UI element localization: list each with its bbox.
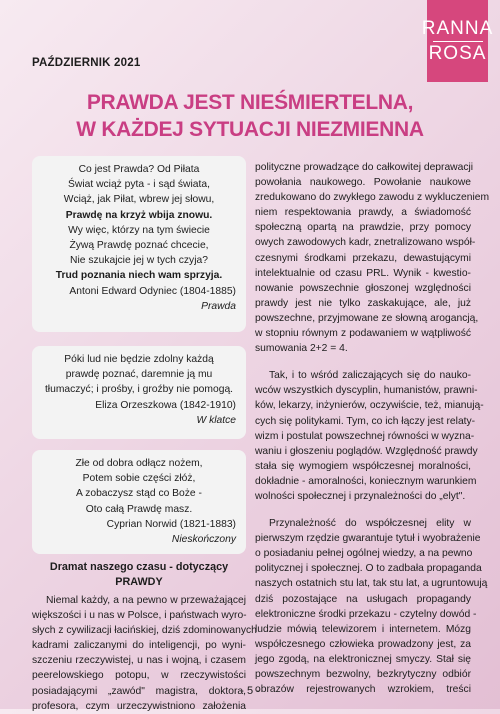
quote-line: tłumaczyć; i prośby, i groźby nie pomogą. [44, 384, 234, 396]
quote-line: Prawdę na krzyż wbija znowu. [65, 209, 213, 221]
quote-box-norwid [32, 450, 246, 554]
quote-author: Eliza Orzeszkowa (1842-1910) [95, 399, 236, 411]
text-line: Przynależność do współczesnej elity w [269, 518, 471, 530]
text-line: powołania naukowego. Powołanie naukowe [255, 177, 471, 189]
body-paragraph-3 [255, 516, 488, 697]
quote-line: Trud poznania niech wam sprzyja. [55, 270, 223, 282]
quote-line: Co jest Prawda? Od Piłata [78, 164, 200, 175]
text-line: Tak, i to wśród zaliczających się do nauko- [269, 370, 471, 382]
text-line: peerelowskiego potopu, w rzeczywistości [32, 670, 246, 682]
text-line: kadrami zaliczanymi do inteligencji, po wyni- [32, 640, 246, 652]
quote-line: A zobaczysz stąd co Boże - [76, 488, 202, 500]
text-line: wizm i postulat powszechnej równości w wyzna- [255, 430, 475, 442]
quote-line: Oto całą Prawdę masz. [85, 503, 193, 515]
quote-box-orzeszkowa [32, 346, 246, 439]
text-line: wców wszystkich dyscyplin, humanistów, prawni- [255, 385, 478, 397]
text-line: elektroniczne środki przekazu - czytelny dowód - [255, 608, 477, 620]
text-line: obrazów rejestrowanych wzrokiem, treści [255, 684, 471, 696]
text-line: ków, lekarzy, inżynierów, oczywiście, też, mianują- [255, 400, 484, 412]
text-line: dokładnie - amoralności, koniecznym warunkiem [255, 475, 477, 487]
text-line: Niemal każdy, a na pewno w przeważającej [46, 595, 246, 606]
body-paragraph-2 [255, 368, 484, 504]
quote-line: Złe od dobra odłącz nożem, [75, 458, 203, 469]
text-line: posiadającymi „zawód" magistra, doktora, [32, 685, 246, 697]
quote-line: Nie szukajcie jej w tych czyja? [70, 255, 208, 267]
quote-line: Potem sobie części złóż, [82, 473, 196, 485]
text-line: większości i u nas w Polsce, i państwach wyro- [32, 610, 247, 622]
quote-work-title: W klatce [196, 414, 236, 426]
section-subheading [32, 560, 246, 590]
text-line: słych z cywilizacji łacińskiej, dziś zdominowanych [32, 625, 257, 637]
text-line: sumowania 2+2 = 4. [255, 343, 348, 355]
title-line-2: W KAŻDEJ SYTUACJI NIEZMIENNA [76, 118, 424, 141]
logo-line-2: ROSA [428, 42, 487, 64]
text-line: nowanie powszechnie głoszonej względności [255, 282, 471, 294]
text-line: naszych ostatnich stu lat, tak stu lat, a ugruntowują [255, 578, 488, 590]
quote-line: prawdę poznać, daremnie ją mu [65, 369, 213, 381]
text-line: polityczne prowadzące do całkowitej deprawacji [255, 162, 474, 173]
title-line-1: PRAWDA JEST NIEŚMIERTELNA, [86, 91, 414, 114]
quote-line: Wciąż, jak Piłat, wbrew jej słowu, [63, 194, 215, 206]
left-column [32, 156, 257, 714]
quote-author: Cyprian Norwid (1821-1883) [106, 518, 236, 530]
text-line: waniu i głoszeniu poglądów. Względność prawdy [255, 445, 478, 457]
text-line: cych się politykami. Tym, co ich łączy jest relaty- [255, 415, 476, 427]
text-line: powszechne, przyjmowane ze słowną arogancją, [255, 312, 479, 324]
quote-box-odyniec [32, 156, 246, 332]
quote-work-title: Nieskończony [171, 534, 236, 546]
text-line: zredukowano do zwykłego zawodu z wykluczeniem [255, 192, 490, 204]
magazine-logo [421, 0, 494, 82]
subheading-line-2: PRAWDY [115, 576, 163, 588]
text-line: szczeniu rzeczywistej, u nas i wojną, i czasem [32, 655, 246, 667]
text-line: prawdy jest nie tylko zaskakujące, ale, już [255, 297, 471, 309]
text-line: w stopniu równym z podawaniem w wątpliwość [255, 328, 471, 340]
logo-line-1: RANNA [421, 17, 494, 39]
text-line: owych zawodowych kadr, znetralizowano współ- [255, 237, 476, 249]
text-line: społeczną opartą na prawdzie, przy pomocy [255, 222, 471, 234]
text-line: ludzie mówią telewizorem i internetem. Mózg [255, 623, 471, 635]
page-number: - 5 - [240, 685, 260, 697]
text-line: stała się wymogiem współczesnej moralności, [255, 460, 471, 472]
quote-line: Póki lud nie będzie zdolny każdą [64, 354, 214, 365]
text-line: politycznej i społecznej. O to zadbała propaganda [255, 563, 482, 575]
text-line: niem respektowania prawdy, a świadomość [255, 207, 471, 219]
text-line: pierwszym rzędzie gwarantuje tytuł i wyobrażenie [255, 533, 481, 545]
subheading-line-1: Dramat naszego czasu - dotyczący [49, 561, 229, 573]
quote-line: Żywą Prawdę poznać chcecie, [69, 240, 209, 252]
quote-line: Świat wciąż pyta - i sąd świata, [68, 179, 210, 191]
logo-divider [433, 41, 483, 42]
text-line: o posiadaniu pełnej ogólnej wiedzy, a na pewno [255, 548, 473, 560]
text-line: intelektualnie od czasu PRL. Wynik - kwestio- [255, 267, 471, 279]
issue-date: PAŹDZIERNIK 2021 [32, 57, 141, 69]
right-column [255, 160, 490, 697]
text-line: profesora, czym urzeczywistniono założenia [32, 700, 246, 712]
quote-line: Wy więc, którzy na tym świecie [68, 224, 210, 236]
text-line: czesnymi środkami przekazu, dewastującymi [255, 252, 471, 264]
body-paragraph-1 [255, 160, 490, 356]
quote-work-title: Prawda [201, 300, 236, 312]
text-line: powszechnym bezwolny, bezkrytyczny odbiór [255, 669, 471, 680]
text-line: współczesnego człowieka prowadzony jest, za [255, 638, 471, 650]
quote-author: Antoni Edward Odyniec (1804-1885) [69, 285, 236, 297]
article-title [0, 89, 500, 143]
text-line: jego zgodą, na elektronicznej smyczy. Stał się [255, 653, 471, 665]
text-line: dziś pozostające na usługach propagandy [255, 593, 471, 605]
text-line: wolności społecznej i przynależności do „elyt". [255, 490, 466, 502]
